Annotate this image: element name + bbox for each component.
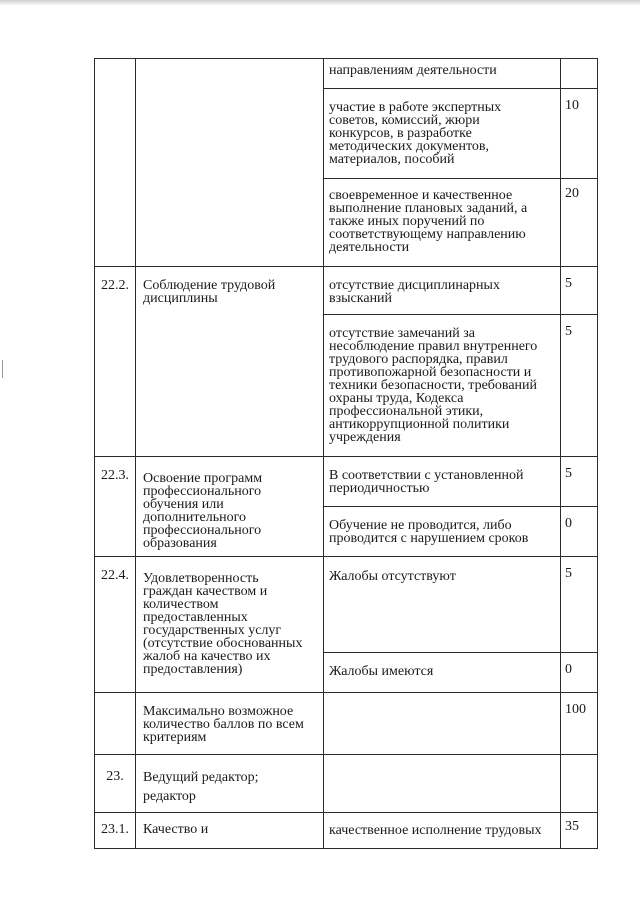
scan-edge [0,0,640,6]
indicator-cell: отсутствие замечаний за несоблюдение правил внутреннего трудового распорядка, правил противопожарной безопасности и техники безопасности, требований охраны труда, Кодекса профессиональной этики, антикоррупционной политики учреждения [324,315,561,457]
table-row [95,755,598,813]
scan-artifact [2,360,3,378]
indicator-cell: Жалобы отсутствуют [324,557,561,653]
criterion-cell: Соблюдение трудовой дисциплины [136,267,324,457]
points-cell: 10 [561,89,598,179]
table-row [95,813,598,849]
row-number-cell: 22.3. [95,457,136,557]
row-number-cell: 23. [95,755,136,813]
points-cell: 0 [561,653,598,693]
table-row [95,557,598,653]
points-cell [561,755,598,813]
points-cell: 5 [561,557,598,653]
indicator-cell: Жалобы имеются [324,653,561,693]
table-row [95,693,598,755]
indicator-cell: направлениям деятельности [324,59,561,89]
points-cell: 5 [561,267,598,315]
criterion-cell: Освоение программ профессионального обучения или дополнительного профессионального образования [136,457,324,557]
criterion-cell: Качество и [136,813,324,849]
points-cell: 20 [561,179,598,267]
row-number-cell: 23.1. [95,813,136,849]
points-cell: 35 [561,813,598,849]
row-number-cell: 22.4. [95,557,136,693]
criterion-cell: Удовлетворенность граждан качеством и количеством предоставленных государственных услуг (отсутствие обоснованных жалоб на качество их предоставления) [136,557,324,693]
indicator-cell [324,755,561,813]
points-cell: 5 [561,315,598,457]
indicator-cell: В соответствии с установленной периодичностью [324,457,561,507]
points-cell: 5 [561,457,598,507]
table-row [95,59,598,89]
criterion-cell: Максимально возможное количество баллов по всем критериям [136,693,324,755]
criteria-table [94,58,598,849]
indicator-cell: качественное исполнение трудовых [324,813,561,849]
table-row [95,457,598,507]
points-cell: 0 [561,507,598,557]
indicator-cell: Обучение не проводится, либо проводится с нарушением сроков [324,507,561,557]
points-cell: 100 [561,693,598,755]
indicator-cell: участие в работе экспертных советов, комиссий, жюри конкурсов, в разработке методических документов, материалов, пособий [324,89,561,179]
criterion-cell: Ведущий редактор; редактор [136,755,324,813]
indicator-cell: отсутствие дисциплинарных взысканий [324,267,561,315]
row-number-cell: 22.2. [95,267,136,457]
criterion-cell [136,59,324,267]
indicator-cell [324,693,561,755]
row-number-cell [95,693,136,755]
row-number-cell [95,59,136,267]
table-row [95,267,598,315]
indicator-cell: своевременное и качественное выполнение плановых заданий, а также иных поручений по соответствующему направлению деятельности [324,179,561,267]
points-cell [561,59,598,89]
